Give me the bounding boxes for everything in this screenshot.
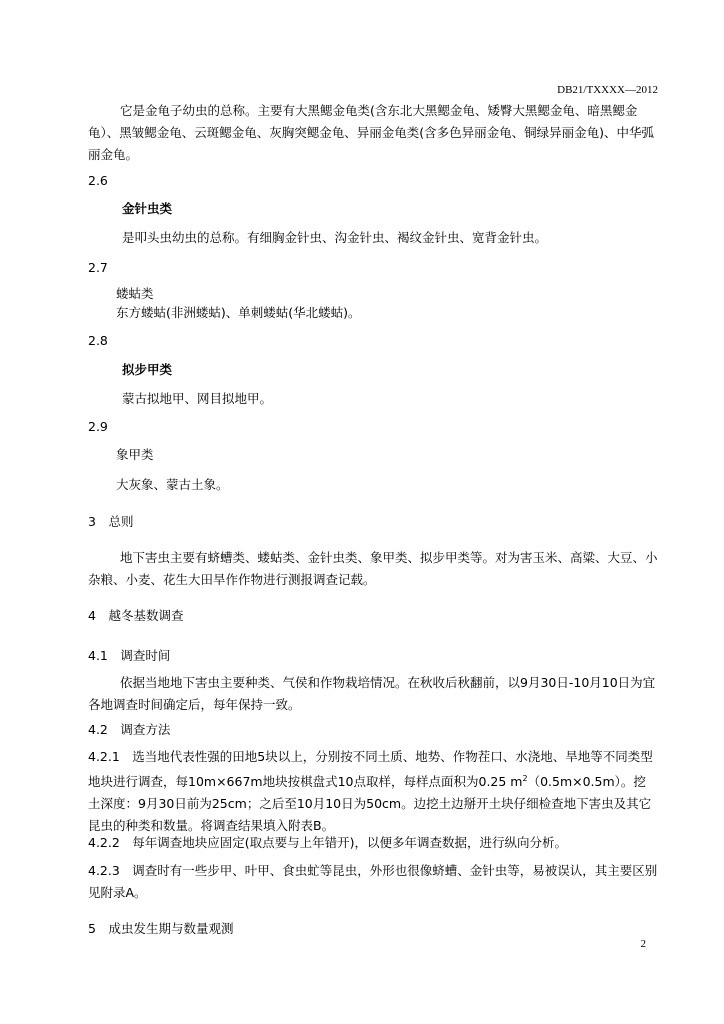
section-2-9-text: 大灰象、蒙古土象。: [116, 477, 229, 492]
section-2-7-title: 蝼蛄类: [116, 286, 154, 301]
paragraph-grub-description: 它是金龟子幼虫的总称。主要有大黑鳃金龟类(含东北大黑鳃金龟、矮臀大黑鳃金龟、暗黑鳃金龟）、黑皱鳃金龟、云斑鳃金龟、灰胸突鳃金龟、异丽金龟类(含多色异丽金龟、铜绿异丽金龟)、中华弧丽金龟。: [88, 103, 655, 162]
section-2-8-text: 蒙古拟地甲、网目拟地甲。: [122, 391, 273, 406]
section-4-2-2-paragraph: 4.2.2 每年调查地块应固定(取点要与上年错开)，以便多年调查数据，进行纵向分析。: [88, 835, 568, 850]
section-2-8-title: 拟步甲类: [122, 362, 173, 377]
section-4-2-1-text-cont: （0.5m×0.5m）。挖土深度：9月30日前为25cm；之后至10月10日为50cm。边挖土边掰开土块仔细检查地下害虫及其它昆虫的种类和数量。将调查结果填入附表B。: [88, 774, 652, 834]
section-2-7-text: 东方蝼蛄(非洲蝼蛄)、单刺蝼蛄(华北蝼蛄)。: [116, 305, 361, 320]
section-2-6-text: 是叩头虫幼虫的总称。有细胸金针虫、沟金针虫、褐纹金针虫、宽背金针虫。: [122, 230, 548, 245]
section-3-heading: 3 总则: [88, 514, 134, 529]
section-2-9-title: 象甲类: [116, 447, 154, 462]
section-4-1-paragraph: 依据当地地下害虫主要种类、气侯和作物栽培情况。在秋收后秋翻前，以9月30日-10月10日为宜各地调查时间确定后，每年保持一致。: [88, 675, 656, 712]
section-2-7-number: 2.7: [88, 260, 108, 275]
section-5-heading: 5 成虫发生期与数量观测: [88, 921, 234, 936]
section-4-2-heading: 4.2 调查方法: [88, 722, 171, 737]
section-2-9-number: 2.9: [88, 419, 108, 434]
section-4-2-1-paragraph: [88, 746, 658, 837]
document-code-header: DB21/TXXXX—2012: [557, 84, 658, 96]
section-2-8-number: 2.8: [88, 333, 108, 348]
section-4-1-heading: 4.1 调查时间: [88, 648, 171, 663]
page-number: 2: [640, 938, 646, 950]
section-2-6-title: 金针虫类: [122, 201, 173, 216]
superscript-2: 2: [522, 774, 528, 783]
section-3-paragraph: 地下害虫主要有蛴螬类、蝼蛄类、金针虫类、象甲类、拟步甲类等。对为害玉米、高粱、大豆、小杂粮、小麦、花生大田旱作作物进行测报调查记载。: [88, 550, 658, 587]
section-4-heading: 4 越冬基数调查: [88, 608, 184, 623]
section-4-2-1-text: 4.2.1 选当地代表性强的田地5块以上，分别按不同土质、地势、作物茬口、水浇地、旱地等不同类型地块进行调查，每10m×667m地块按棋盘式10点取样，每样点面积为0.25 m: [88, 749, 653, 790]
section-2-6-number: 2.6: [88, 173, 108, 188]
section-4-2-3-paragraph: 4.2.3 调查时有一些步甲、叶甲、食虫虻等昆虫，外形也很像蛴螬、金针虫等，易被误认，其主要区别见附录A。: [88, 863, 658, 900]
